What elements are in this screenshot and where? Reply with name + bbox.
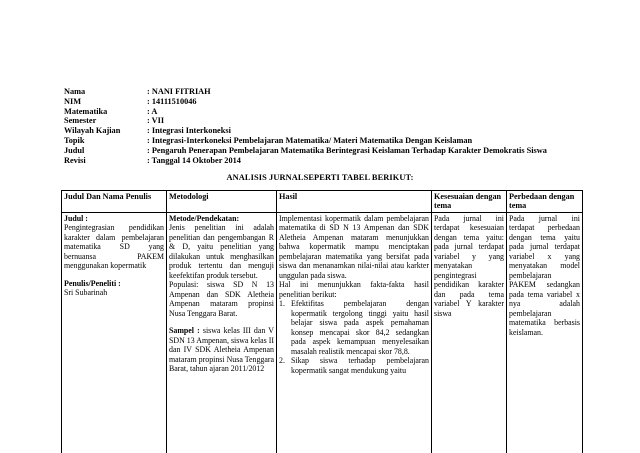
hasil-intro: Implementasi kopermatik dalam pembelajaran matematika di SD N 13 Ampenan dan SDK Aletheia Ampenan mataram menunjukkan bahwa kopermatik mampu menciptakan pembelajaran matematika yang bersifat pada siswa dan menanamkan nilai-nilai atau karkter unggulan pada siswa. [279,213,429,280]
list-item [279,356,429,375]
info-label: Semester [64,116,97,126]
info-value: : A [147,106,158,116]
populasi-text: Populasi: siswa SD N 13 Ampenan dan SDK Aletheia Ampenan mataram propinsi Nusa Tenggara Barat. [169,280,274,318]
info-row-judul [64,146,547,156]
cell-judul-penulis [62,212,167,453]
table-row [62,212,583,453]
info-row-topik [64,136,547,146]
cell-hasil [277,212,432,453]
info-row-nim [64,97,547,107]
info-row-wilayah-kajian [64,126,547,136]
list-number: 1. [279,299,285,309]
sampel-text: siswa kelas III dan V SDN 13 Ampenan, siswa kelas II dan IV SDK Aletheia Ampenan mataram propinsi Nusa Tenggara Barat, tahun ajaran 2011/2012 [169,326,274,374]
sampel-label: Sampel : [169,326,200,336]
cell-perbedaan: Pada jurnal ini terdapat perbedaan dengan tema yaitu pada jurnal terdapat variabel x yang menyatakan model pembelajaran PAKEM sedangkan pada tema variabel x nya adalah pembelajaran matematika berbasis keislaman. [507,212,583,453]
info-label: Wilayah Kajian [64,126,121,136]
info-row-revisi [64,156,547,166]
info-label: Revisi [64,155,86,165]
header-perbedaan: Perbedaan dengan tema [507,191,583,213]
list-number: 2. [279,356,285,366]
hasil-intro2: Hal ini menunjukkan fakta-fakta hasil penelitian berikut: [279,280,429,299]
list-text: Efektifitas pembelajaran dengan kopermatik tergolong tinggi yaitu hasil belajar siswa pada aspek pemahaman konsep mencapai skor 84,2 sedangkan pada aspek kemampuan menyelesaikan masalah realistik mencapai skor 78,8. [291,299,429,356]
table-header-row [62,191,583,213]
penulis-label: Penulis/Peneliti : [64,278,121,288]
cell-kesesuaian: Pada jurnal ini terdapat kesesuaian dengan tema yaitu: pada jurnal terdapat variabel y yang menyatakan pengintegrasi pendidikan karakter dan pada tema variabel Y karakter siswa [432,212,507,453]
hasil-list [279,299,429,375]
metode-text: Jenis penelitian ini adalah penelitian dan pengembangan R & D, yaitu penelitian yang dilakukan untuk menghasilkan produk tertentu dan menguji keefektifan produk tersebut. [169,223,274,280]
analysis-table [61,190,583,453]
list-item [279,299,429,356]
document-title: ANALISIS JURNALSEPERTI TABEL BERIKUT: [226,173,414,182]
info-label: Judul [64,145,85,155]
info-value: : NANI FITRIAH [147,87,211,96]
header-kesesuaian: Kesesuaian dengan tema [432,191,507,213]
info-value: : VII [147,116,165,126]
info-row-semester [64,116,547,126]
penulis-text: Sri Subarinah [64,288,108,298]
header-judul-penulis: Judul Dan Nama Penulis [62,191,167,213]
info-value: : Integrasi-Interkoneksi Pembelajaran Matematika/ Materi Matematika Dengan Keislaman [147,135,473,145]
student-info [64,87,547,165]
info-value: : 14111510046 [147,96,197,106]
sampel-paragraph [169,326,274,373]
judul-label: Judul : [64,213,88,223]
info-label: Topik [64,135,85,145]
info-label: Matematika [64,106,108,116]
header-metodologi: Metodologi [167,191,277,213]
info-label: NIM [64,96,82,106]
judul-text: Pengintegrasian pendidikan karakter dalam pembelajaran matematika SD yang bernuansa PAKEM menggunakan kopermatik [64,223,164,271]
info-label: Nama [64,87,86,96]
info-value: : Integrasi Interkoneksi [147,126,231,136]
cell-metodologi [167,212,277,453]
info-row-matematika [64,107,547,117]
header-hasil: Hasil [277,191,432,213]
info-row-nama [64,87,547,97]
metode-label: Metode/Pendekatan: [169,213,240,223]
list-text: Sikap siswa terhadap pembelajaran kopermatik sangat mendukung yaitu [291,356,429,375]
info-value: : Pengaruh Penerapan Pembelajaran Matematika Berintegrasi Keislaman Terhadap Karakter Demokratis Siswa [147,145,547,155]
info-value: : Tanggal 14 Oktober 2014 [147,155,241,165]
